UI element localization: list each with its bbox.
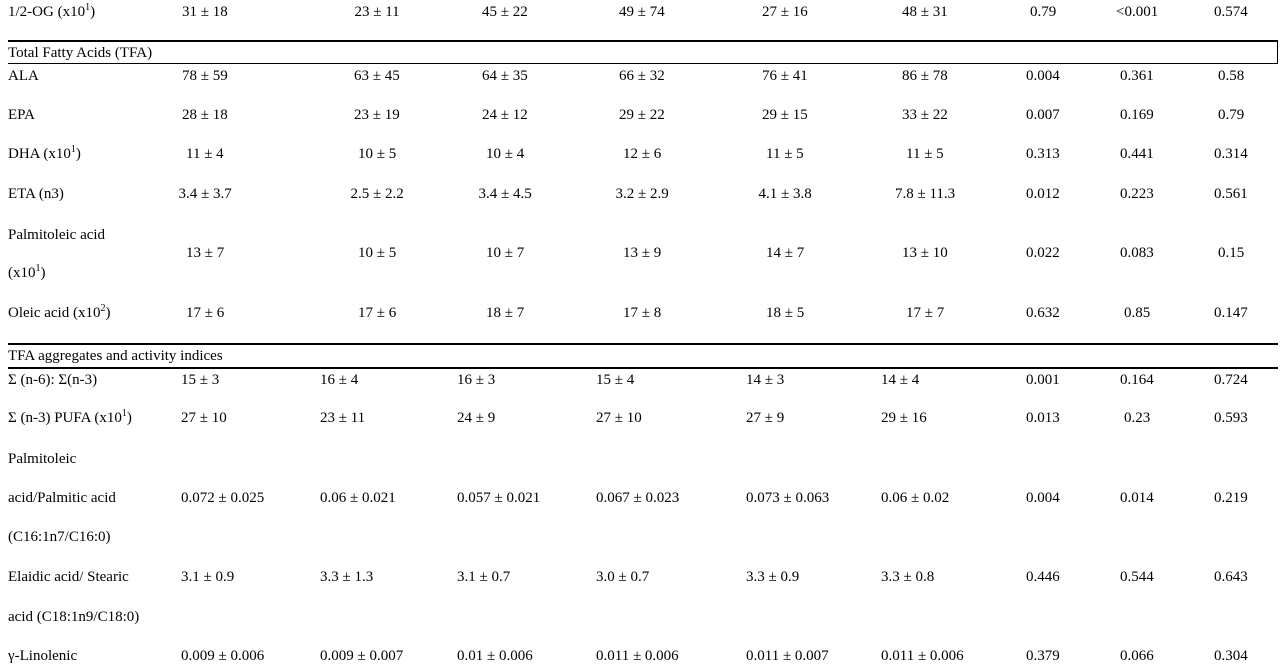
table-cell: 0.164: [1120, 372, 1154, 388]
table-cell: 3.4 ± 3.7: [178, 186, 232, 202]
table-cell: 16 ± 3: [457, 372, 496, 388]
table-cell: 0.15: [1218, 245, 1245, 261]
table-cell: 10 ± 7: [486, 245, 525, 261]
table-cell: 3.1 ± 0.7: [457, 569, 511, 585]
row-label: acid (C18:1n9/C18:0): [8, 609, 140, 625]
section-rule-top: [8, 343, 1278, 345]
table-cell: 0.012: [1026, 186, 1060, 202]
table-cell: 0.013: [1026, 410, 1060, 426]
table-cell: 0.561: [1214, 186, 1248, 202]
table-cell: 15 ± 3: [181, 372, 220, 388]
table-cell: 0.58: [1218, 68, 1245, 84]
table-cell: 29 ± 15: [762, 107, 808, 123]
table-cell: 0.632: [1026, 305, 1060, 321]
table-cell: 0.06 ± 0.021: [320, 490, 396, 506]
table-cell: 3.4 ± 4.5: [478, 186, 532, 202]
table-cell: 0.022: [1026, 245, 1060, 261]
table-cell: 64 ± 35: [482, 68, 528, 84]
table-cell: 11 ± 5: [766, 146, 804, 162]
table-cell: 4.1 ± 3.8: [758, 186, 812, 202]
table-cell: 0.79: [1030, 4, 1057, 20]
table-cell: 0.379: [1026, 648, 1060, 664]
table-cell: 45 ± 22: [482, 4, 528, 20]
table-cell: 0.011 ± 0.006: [596, 648, 679, 664]
row-label: acid/Palmitic acid: [8, 490, 116, 506]
table-cell: 13 ± 9: [623, 245, 662, 261]
table-cell: 10 ± 4: [486, 146, 525, 162]
table-cell: 14 ± 4: [881, 372, 920, 388]
table-cell: 0.441: [1120, 146, 1154, 162]
table-cell: 0.147: [1214, 305, 1248, 321]
section-heading: TFA aggregates and activity indices: [8, 348, 223, 364]
table-cell: 0.009 ± 0.006: [181, 648, 265, 664]
row-label: Palmitoleic acid: [8, 227, 106, 243]
table-cell: 0.361: [1120, 68, 1154, 84]
table-cell: 15 ± 4: [596, 372, 635, 388]
table-cell: 12 ± 6: [623, 146, 662, 162]
table-cell: 0.073 ± 0.063: [746, 490, 830, 506]
table-cell: 0.004: [1026, 490, 1060, 506]
table-cell: 0.724: [1214, 372, 1248, 388]
table-cell: 0.313: [1026, 146, 1060, 162]
row-label: 1/2-OG $(x10^1)$: [8, 2, 96, 20]
table-cell: 0.014: [1120, 490, 1154, 506]
table-cell: 3.3 ± 1.3: [320, 569, 374, 585]
row-label: Palmitoleic: [8, 451, 77, 467]
table-cell: 0.643: [1214, 569, 1248, 585]
table-cell: 24 ± 12: [482, 107, 528, 123]
table-cell: 17 ± 8: [623, 305, 662, 321]
table-cell: 33 ± 22: [902, 107, 948, 123]
table-cell: 0.06 ± 0.02: [881, 490, 950, 506]
table-cell: 0.067 ± 0.023: [596, 490, 680, 506]
table-cell: 0.79: [1218, 107, 1245, 123]
table-cell: 0.01 ± 0.006: [457, 648, 533, 664]
section-heading: Total Fatty Acids (TFA): [8, 45, 153, 61]
table-cell: 27 ± 16: [762, 4, 808, 20]
table-cell: 0.001: [1026, 372, 1060, 388]
section-rule-top: [8, 40, 1278, 42]
table-cell: 0.219: [1214, 490, 1248, 506]
table-cell: 0.85: [1124, 305, 1151, 321]
table-cell: 0.544: [1120, 569, 1154, 585]
table-cell: 48 ± 31: [902, 4, 948, 20]
table-cell: 18 ± 7: [486, 305, 525, 321]
table-cell: 49 ± 74: [619, 4, 665, 20]
section-border: [1277, 40, 1278, 64]
table-cell: 13 ± 7: [186, 245, 225, 261]
table-cell: 18 ± 5: [766, 305, 805, 321]
table-cell: 27 ± 9: [746, 410, 785, 426]
table-cell: 0.223: [1120, 186, 1154, 202]
table-cell: 23 ± 11: [354, 4, 400, 20]
table-cell: 0.593: [1214, 410, 1248, 426]
row-label: Σ (n-3) PUFA $(x10^1)$: [8, 408, 132, 426]
table-cell: 23 ± 19: [354, 107, 400, 123]
table-cell: <0.001: [1116, 4, 1159, 20]
table-cell: 0.007: [1026, 107, 1060, 123]
table-cell: 63 ± 45: [354, 68, 400, 84]
table-cell: 10 ± 5: [358, 146, 397, 162]
row-label: ETA (n3): [8, 186, 64, 202]
row-label: (C16:1n7/C16:0): [8, 529, 111, 545]
row-label: Oleic acid $(x10^2)$: [8, 303, 111, 321]
table-cell: 0.011 ± 0.007: [746, 648, 829, 664]
table-cell: 11 ± 4: [186, 146, 224, 162]
table-cell: 0.446: [1026, 569, 1060, 585]
table-cell: 17 ± 7: [906, 305, 945, 321]
table-cell: 0.066: [1120, 648, 1154, 664]
table-cell: 0.574: [1214, 4, 1248, 20]
section-rule-bottom: [8, 367, 1278, 369]
table-cell: 10 ± 5: [358, 245, 397, 261]
row-label: Elaidic acid/ Stearic: [8, 569, 129, 585]
table-cell: 0.23: [1124, 410, 1151, 426]
table-cell: 14 ± 7: [766, 245, 805, 261]
table-cell: 3.0 ± 0.7: [596, 569, 650, 585]
table-cell: 0.304: [1214, 648, 1248, 664]
table-cell: 3.1 ± 0.9: [181, 569, 235, 585]
row-label: ALA: [8, 68, 39, 84]
table-cell: 0.072 ± 0.025: [181, 490, 265, 506]
table-cell: 29 ± 16: [881, 410, 927, 426]
table-cell: 2.5 ± 2.2: [350, 186, 404, 202]
table-cell: 0.083: [1120, 245, 1154, 261]
row-label: Σ (n-6): Σ(n-3): [8, 372, 98, 388]
table-cell: 31 ± 18: [182, 4, 228, 20]
table-cell: 14 ± 3: [746, 372, 785, 388]
table-cell: 86 ± 78: [902, 68, 948, 84]
table-cell: 11 ± 5: [906, 146, 944, 162]
table-cell: 28 ± 18: [182, 107, 228, 123]
table-cell: 29 ± 22: [619, 107, 665, 123]
table-cell: 3.3 ± 0.9: [746, 569, 800, 585]
table-cell: 16 ± 4: [320, 372, 359, 388]
row-label: DHA $(x10^1)$: [8, 144, 81, 162]
row-label: EPA: [8, 107, 35, 123]
table-cell: 7.8 ± 11.3: [895, 186, 956, 202]
table-cell: 66 ± 32: [619, 68, 665, 84]
table-cell: 24 ± 9: [457, 410, 496, 426]
table-cell: 3.2 ± 2.9: [615, 186, 669, 202]
table-cell: 76 ± 41: [762, 68, 808, 84]
table-cell: 27 ± 10: [596, 410, 642, 426]
row-label: $(x10^1)$: [8, 263, 46, 281]
table-cell: 23 ± 11: [320, 410, 366, 426]
section-rule-bottom: [8, 63, 1278, 64]
table-cell: 0.004: [1026, 68, 1060, 84]
table-cell: 0.314: [1214, 146, 1248, 162]
table-cell: 17 ± 6: [186, 305, 225, 321]
table-cell: 3.3 ± 0.8: [881, 569, 935, 585]
table-cell: 78 ± 59: [182, 68, 228, 84]
table-cell: 17 ± 6: [358, 305, 397, 321]
table-cell: 0.169: [1120, 107, 1154, 123]
table-cell: 13 ± 10: [902, 245, 948, 261]
table-cell: 0.011 ± 0.006: [881, 648, 964, 664]
table-cell: 0.057 ± 0.021: [457, 490, 541, 506]
table-cell: 27 ± 10: [181, 410, 227, 426]
row-label: γ-Linolenic: [8, 648, 78, 664]
table-cell: 0.009 ± 0.007: [320, 648, 404, 664]
